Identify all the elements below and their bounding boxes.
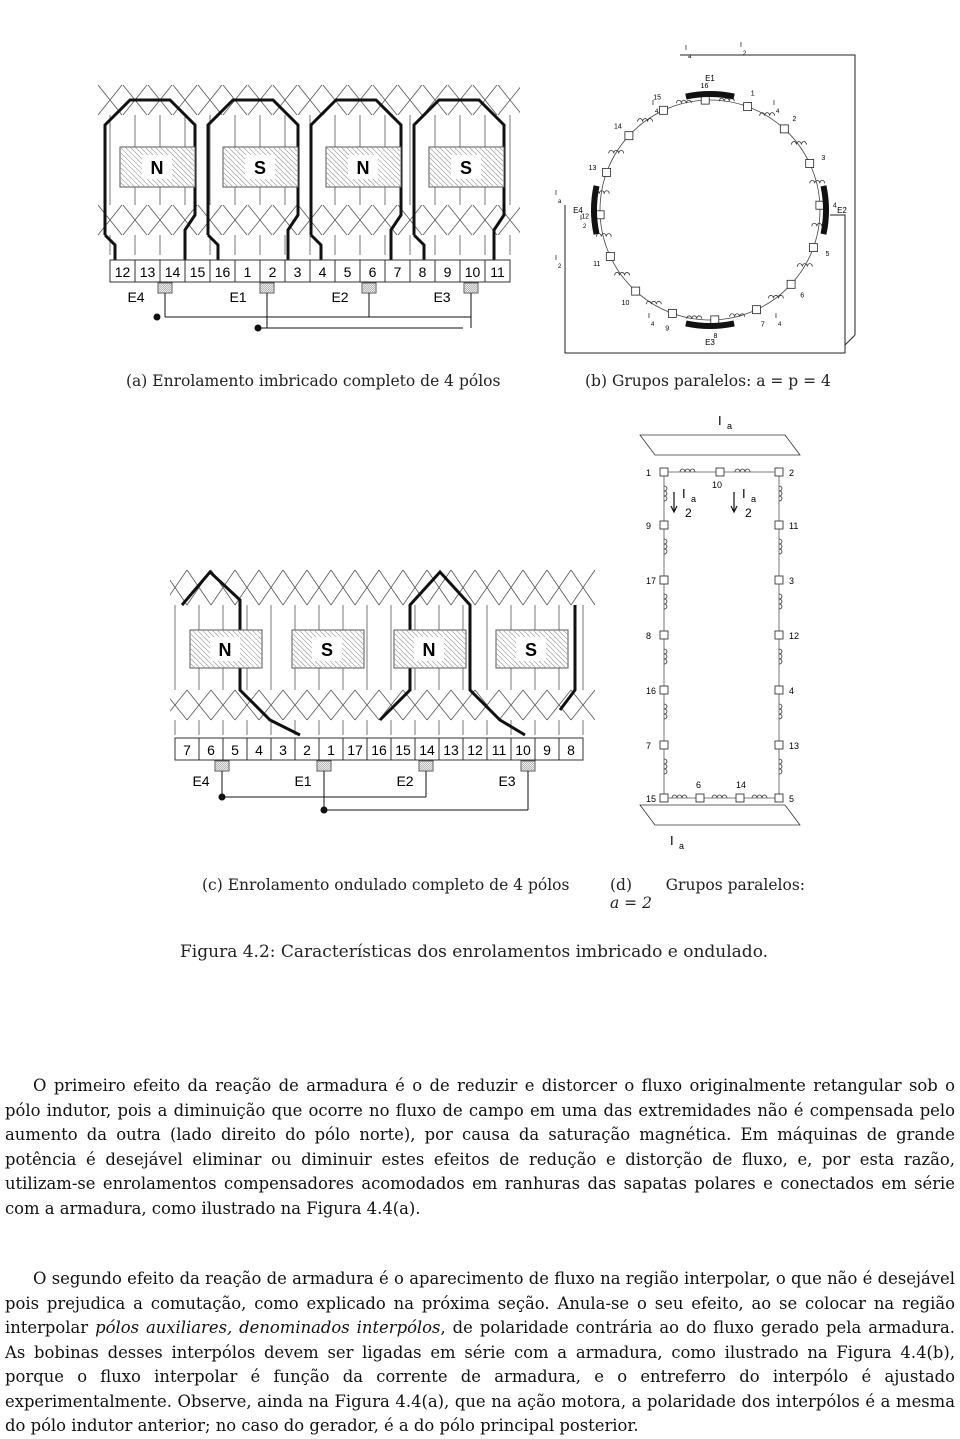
coil-node: [806, 160, 814, 168]
coil-node-label: 2: [792, 115, 797, 123]
coil-node: [775, 686, 783, 694]
coil-symbol: [779, 539, 782, 554]
coil-node: [744, 103, 752, 111]
brush-label: E3: [705, 338, 715, 347]
commutator-segment-label: 6: [207, 742, 215, 758]
coil-node: [625, 132, 633, 140]
coil-node: [816, 201, 824, 209]
coil-node-label: 14: [613, 123, 622, 131]
winding-conductor: [170, 570, 187, 605]
coil-node: [660, 521, 668, 529]
brush-label: E2: [396, 773, 414, 789]
coil-symbol: [712, 795, 727, 798]
coil-node: [596, 211, 604, 219]
terminal-dot: [154, 314, 160, 320]
coil-node-label: 12: [581, 213, 590, 221]
coil-symbol: [779, 759, 782, 774]
commutator-segment-label: 9: [443, 264, 452, 280]
commutator-segment-label: 15: [189, 264, 206, 280]
subcaption-b: [585, 372, 831, 390]
coil-node: [696, 794, 704, 802]
current-label: I: [652, 100, 654, 107]
commutator-segment-label: 13: [443, 742, 459, 758]
coil-node-label: 4: [789, 686, 795, 696]
coil-node: [775, 794, 783, 802]
paragraph-2-text-end: , de polaridade contrária ao do fluxo gerado pela armadura. As bobinas desses interpólos devem ser ligadas em série com a armadura, como ilustrado na Figura 4.4(b), porque o fluxo interpolar é função da corrente de armadura, e o entreferro do interpólo é ajustado experimentalmente. Observe, ainda na Figura 4.4(a), que na ação motora, a polaridade dos interpólos é a mesma do pólo indutor anterior; no caso do gerador, é a do pólo principal posterior.: [5, 1318, 955, 1435]
current-label-sub: a: [727, 421, 733, 431]
subcaption-d: [610, 876, 805, 912]
current-label-fraction: 2: [685, 506, 692, 520]
commutator-segment-label: 6: [368, 264, 377, 280]
brush-label: E1: [705, 74, 715, 83]
coil-symbol: [615, 272, 630, 275]
commutator-segment-label: 4: [318, 264, 327, 280]
commutator-segment-label: 17: [347, 742, 363, 758]
terminal-dot: [219, 794, 225, 800]
commutator-segment-label: 2: [303, 742, 311, 758]
coil-node: [660, 686, 668, 694]
current-label: I: [580, 215, 582, 222]
coil-node-label: 6: [696, 780, 702, 790]
coil-node: [660, 576, 668, 584]
subcaption-b-label: (b): [585, 372, 608, 390]
coil-node-label: 6: [800, 292, 805, 300]
commutator-segment-label: 1: [243, 264, 252, 280]
coil-node-label: 14: [736, 780, 747, 790]
coil-node-label: 10: [712, 480, 723, 490]
subcaption-c: [202, 876, 569, 894]
coil-node: [632, 287, 640, 295]
coil-node-label: 12: [789, 631, 800, 641]
coil-node: [660, 468, 668, 476]
coil-symbol: [664, 539, 667, 554]
commutator-segment-label: 12: [114, 264, 131, 280]
commutator-segment-label: 1: [327, 742, 335, 758]
external-circuit: [565, 202, 845, 353]
coil-symbol: [791, 142, 806, 145]
subcaption-d-label: (d): [610, 876, 633, 894]
coil-node-label: 9: [646, 521, 652, 531]
coil-node: [787, 280, 795, 288]
lap-coil: [414, 235, 424, 260]
pole-label: N: [150, 158, 164, 178]
winding-conductor: [170, 690, 187, 720]
coil-node: [606, 252, 614, 260]
pole-label: N: [218, 640, 232, 660]
commutator-segment-label: 12: [467, 742, 483, 758]
brush-arc: [823, 186, 826, 234]
current-label: I: [742, 486, 746, 501]
coil-node: [660, 794, 668, 802]
current-label-sub: a: [751, 494, 757, 504]
paragraph-2-emphasis: pólos auxiliares, denominados interpólos: [95, 1318, 441, 1337]
paragraph-2-text: O segundo efeito da reação de armadura é o aparecimento de fluxo na região interpolar, o que não é desejável pois prejudica a comutação, como explicado na próxima seção. Anula-se o seu efeito, ao se colocar na região interpolar: [5, 1269, 955, 1337]
current-label-sub: 4: [655, 109, 659, 115]
coil-node-label: 11: [789, 521, 799, 531]
commutator-segment-label: 11: [490, 264, 505, 280]
coil-node: [660, 741, 668, 749]
coil-symbol: [779, 594, 782, 609]
commutator-segment-label: 5: [231, 742, 239, 758]
commutator-segment-label: 8: [567, 742, 575, 758]
lap-winding-diagram: [95, 75, 520, 345]
coil-node-label: 15: [653, 94, 662, 102]
coil-node: [775, 741, 783, 749]
current-label-sub: 4: [776, 109, 780, 115]
current-label: I: [773, 100, 775, 107]
coil-symbol: [664, 649, 667, 664]
coil-node-label: 10: [621, 300, 630, 308]
current-label: I: [648, 313, 650, 320]
parallel-groups-circle-diagram: [540, 35, 870, 355]
figure-caption: [180, 942, 768, 962]
brush-arc: [686, 323, 734, 326]
subcaption-d-text: Grupos paralelos:: [665, 876, 805, 894]
figure-caption-text: Características dos enrolamentos imbricado e ondulado.: [280, 942, 769, 962]
commutator-segment-label: 13: [139, 264, 156, 280]
coil-node: [711, 316, 719, 324]
current-label: I: [670, 833, 674, 848]
brush-label: E4: [192, 773, 210, 789]
commutator-segment-label: 14: [164, 264, 181, 280]
subcaption-b-text: Grupos paralelos: a = p = 4: [611, 372, 831, 390]
commutator-segment-label: 11: [491, 742, 507, 758]
coil-symbol: [752, 795, 767, 798]
brush-label: E4: [573, 206, 583, 215]
subcaption-c-label: (c): [202, 876, 223, 894]
coil-symbol: [810, 180, 825, 183]
current-label-fraction: 2: [745, 506, 752, 520]
coil-node-label: 3: [821, 155, 826, 163]
coil-node-label: 16: [646, 686, 657, 696]
subcaption-d-text2: a = 2: [610, 894, 652, 912]
terminal-dot: [321, 807, 327, 813]
coil-node-label: 1: [750, 90, 755, 98]
coil-node: [775, 468, 783, 476]
figure-caption-label: Figura 4.2:: [180, 942, 276, 962]
wave-winding-diagram: [170, 560, 595, 820]
coil-symbol: [680, 469, 695, 472]
coil-node: [780, 125, 788, 133]
coil-node-label: 5: [825, 250, 830, 258]
current-label-sub: a: [679, 841, 685, 851]
coil-node-label: 7: [646, 741, 652, 751]
current-label-sub: 4: [651, 322, 655, 328]
external-circuit: [845, 335, 855, 345]
coil-node-label: 9: [665, 325, 670, 333]
winding-conductor: [170, 570, 187, 605]
coil-node-label: 13: [588, 165, 597, 173]
current-label: I: [685, 45, 687, 52]
lap-coil: [208, 235, 218, 260]
coil-node-label: 16: [700, 83, 709, 91]
subcaption-a-text: Enrolamento imbricado completo de 4 pólos: [152, 372, 501, 390]
coil-symbol: [779, 486, 782, 501]
coil-symbol: [779, 704, 782, 719]
coil-node-label: 11: [593, 260, 601, 268]
current-arrow: [671, 492, 677, 512]
pole-label: N: [422, 640, 436, 660]
parallel-groups-rect-diagram: [620, 400, 820, 860]
coil-node: [736, 794, 744, 802]
coil-node-label: 17: [646, 576, 657, 586]
coil-node: [809, 244, 817, 252]
commutator-segment-label: 15: [395, 742, 411, 758]
brush-arc: [594, 186, 597, 234]
current-label-sub: 2: [743, 51, 747, 57]
commutator-segment-label: 8: [418, 264, 427, 280]
commutator-segment-label: 14: [419, 742, 435, 758]
coil-node-label: 5: [789, 794, 795, 804]
pole-label: N: [356, 158, 370, 178]
commutator-segment-label: 2: [268, 264, 277, 280]
commutator-segment-label: 4: [255, 742, 263, 758]
coil-node: [660, 106, 668, 114]
commutator-segment-label: 5: [343, 264, 352, 280]
coil-node: [775, 521, 783, 529]
coil-node: [716, 468, 724, 476]
current-label-sub: 2: [558, 264, 562, 270]
coil-node-label: 8: [713, 332, 718, 340]
coil-node-label: 7: [760, 321, 765, 329]
paragraph-1: O primeiro efeito da reação de armadura é o de reduzir e distorcer o fluxo originalmente retangular sob o pólo indutor, pois a diminuição que ocorre no fluxo de campo em uma das extremidades não é compensada pelo aumento da outra (lado direito do pólo norte), por causa da saturação magnética. Em máquinas de grande potência é desejável eliminar ou diminuir estes efeitos de redução e distorção de fluxo, e, por esta razão, utilizam-se enrolamentos compensadores acomodados em ranhuras das sapatas polares e conectados em série com a armadura, como ilustrado na Figura 4.4(a).: [5, 1076, 955, 1218]
bottom-bus: [640, 805, 800, 825]
coil-node: [603, 168, 611, 176]
brush-label: E1: [294, 773, 312, 789]
coil-node: [775, 576, 783, 584]
commutator-segment-label: 10: [515, 742, 531, 758]
current-label: I: [775, 313, 777, 320]
current-label-sub: a: [688, 54, 692, 60]
commutator-segment-label: 3: [293, 264, 302, 280]
brush-arc: [686, 94, 734, 97]
brush-label: E1: [229, 289, 247, 305]
pole-label: S: [524, 640, 538, 660]
current-label-sub: a: [558, 199, 562, 205]
coil-node-label: 3: [789, 576, 795, 586]
commutator-segment-label: 7: [183, 742, 191, 758]
commutator-segment-label: 9: [543, 742, 551, 758]
current-label: I: [555, 190, 557, 197]
winding-conductor: [170, 690, 187, 720]
coil-node-label: 8: [646, 631, 652, 641]
coil-node-label: 15: [646, 794, 657, 804]
paragraph-2: [5, 1267, 955, 1439]
pole-label: S: [320, 640, 334, 660]
subcaption-a: [126, 372, 500, 390]
top-bus: [640, 435, 800, 455]
commutator-segment-label: 7: [393, 264, 402, 280]
current-label: I: [555, 255, 557, 262]
current-label-sub: 4: [778, 322, 782, 328]
coil-node: [752, 306, 760, 314]
coil-node-label: 13: [789, 741, 800, 751]
coil-node: [668, 309, 676, 317]
brush-label: E4: [127, 289, 145, 305]
lap-coil: [311, 235, 321, 260]
coil-symbol: [664, 704, 667, 719]
coil-symbol: [672, 795, 687, 798]
brush-label: E2: [837, 206, 847, 215]
coil-node: [775, 631, 783, 639]
coil-symbol: [779, 649, 782, 664]
commutator-segment-label: 3: [279, 742, 287, 758]
coil-node: [660, 631, 668, 639]
coil-node-label: 4: [832, 202, 837, 210]
subcaption-c-text: Enrolamento ondulado completo de 4 pólos: [227, 876, 570, 894]
coil-symbol: [664, 486, 667, 501]
current-label-sub: a: [691, 494, 697, 504]
current-label: I: [740, 42, 742, 49]
coil-symbol: [664, 594, 667, 609]
commutator-segment-label: 16: [214, 264, 231, 280]
coil-symbol: [664, 759, 667, 774]
brush-label: E2: [331, 289, 349, 305]
commutator-segment-label: 10: [464, 264, 481, 280]
terminal-dot: [255, 325, 261, 331]
coil-symbol: [596, 234, 611, 237]
brush-label: E3: [498, 773, 516, 789]
subcaption-a-label: (a): [126, 372, 148, 390]
current-label: I: [718, 413, 722, 428]
pole-label: S: [459, 158, 473, 178]
pole-label: S: [253, 158, 267, 178]
coil-node-label: 1: [646, 468, 652, 478]
coil-node-label: 2: [789, 468, 795, 478]
current-label: I: [682, 486, 686, 501]
coil-symbol: [735, 469, 750, 472]
commutator-segment-label: 16: [371, 742, 387, 758]
coil-node: [701, 96, 709, 104]
brush-label: E3: [433, 289, 451, 305]
current-label-sub: 2: [583, 224, 587, 230]
current-arrow: [731, 492, 737, 512]
